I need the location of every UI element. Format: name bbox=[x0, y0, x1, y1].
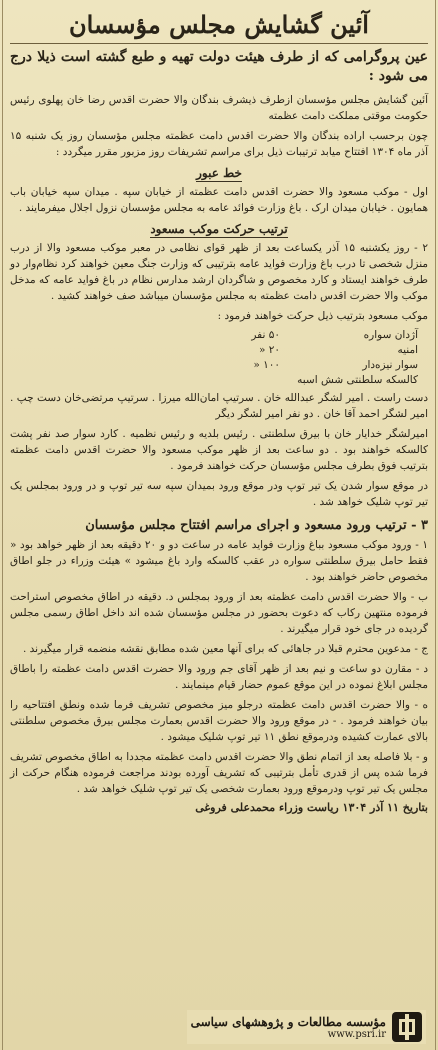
escort-count: ۱۰۰ « bbox=[253, 359, 280, 371]
watermark-url: www.psri.ir bbox=[327, 1028, 386, 1040]
opening-item: ۱ - ورود موکب مسعود بباغ وزارت فواید عامه در ساعت دو و ۲۰ دقیقه بعد از ظهر خواهد بود « فقط حامل بیرق سلطنتی سواره در عقب کالسکه وارد باغ میشود » هیئت وزراء در جلو اطاق مخصوص حاضر خواهند بود . bbox=[10, 539, 428, 583]
signature-line: بتاریخ ۱۱ آذر ۱۳۰۴ ریاست وزراء محمدعلی فروغی bbox=[195, 801, 428, 814]
opening-item: ب - والا حضرت اقدس دامت عظمته بعد از ورود بمجلس د. دقیقه در اطاق مخصوص استراحت فرموده منتهین رکاب که دعوت بحضور در مجلس مؤسسان شده اند داخل اطاق رسمی مجلس گردیده در جای خود قرار میگیرند . bbox=[10, 591, 428, 635]
paragraph-movement-4: امیرلشگر خدایار خان با بیرق سلطنتی . رئیس بلدیه و رئیس نظمیه . کارد سوار صد نفر پشت کالسکه خواهند بود . دو ساعت بعد از ظهر موکب مسعود والا حضرت اقدس دامت عظمته بترتیب فوق بطرف مجلس مؤسسان حرکت خواهند فرمود . bbox=[10, 428, 428, 472]
divider bbox=[10, 43, 428, 44]
paragraph-movement-1: ۲ - روز یکشنبه ۱۵ آذر یکساعت بعد از ظهر قوای نظامی در معبر موکب مسعود والا از درب منزل شخصی تا درب باغ وزارت فواید عامه بترتیبی که وزارت جنگ معین خواهند کرد نظام‌وار دو طرف خواهند ایستاد و کارد مخصوص و شاگردان ارشد مدارس نظام در باغ فواید عامه که مدخل موکب والا حضرت اقدس دامت عظمته به مجلس مؤسسان میباشد صف خواهند کشید . bbox=[10, 242, 428, 302]
watermark-logo bbox=[187, 1010, 426, 1044]
list-item bbox=[50, 343, 418, 358]
opening-item: ج - مدعوین محترم قبلا در جاهائی که برای آنها معین شده مطابق نقشه منضمه قرار میگیرند . bbox=[22, 643, 428, 655]
escort-list bbox=[50, 328, 418, 388]
carriage-line: کالسکه سلطنتی شش اسبه bbox=[297, 374, 418, 386]
list-item bbox=[50, 358, 418, 373]
page-title: آئین گشایش مجلس مؤسسان bbox=[69, 10, 369, 39]
frame-line-left bbox=[2, 0, 3, 1050]
escort-count: ۲۰ « bbox=[258, 344, 280, 356]
frame-line-right bbox=[435, 0, 436, 1050]
list-item bbox=[50, 373, 418, 388]
section-heading-movement bbox=[10, 222, 428, 236]
opening-item: و - بلا فاصله بعد از اتمام نطق والا حضرت اقدس دامت عظمته مجددا به اطاق مخصوص تشریف فرما شده پس از قدری تأمل بترتیبی که تشریف آورده بودند مراجعت فرموده هنگام حرکت از مجلس یک تیر توپ ودرموقع ورود بعمارت شخصی یک تیر توپ شلیک خواهد شد . bbox=[10, 751, 428, 795]
watermark-text bbox=[191, 1015, 386, 1040]
paragraph-movement-5: در موقع سوار شدن یک تیر توپ ودر موقع ورود بمیدان سپه سه تیر توپ و در ورود بمجلس یک تیر توپ شلیک خواهد شد . bbox=[10, 480, 428, 508]
route-heading-text: خط عبور bbox=[196, 166, 242, 180]
section-heading-opening: ۳ - ترتیب ورود مسعود و اجرای مراسم افتتاح مجلس مؤسسان bbox=[85, 518, 428, 533]
escort-name: سوار نیزه‌دار bbox=[362, 359, 418, 371]
opening-item: د - مقارن دو ساعت و نیم بعد از ظهر آقای جم ورود والا حضرت اقدس دامت عظمته را باطاق مجلس ابلاغ نموده در این موقع عموم حضار قیام مینمایند . bbox=[10, 663, 428, 691]
section-heading-route bbox=[10, 166, 428, 180]
list-item bbox=[50, 328, 418, 343]
intro-text: عین پروگرامی که از طرف هیئت دولت تهیه و طبع گشته است ذیلا درج می شود : bbox=[10, 49, 428, 84]
escort-name: امنیه bbox=[397, 344, 418, 356]
paragraph-movement-2: موکب مسعود بترتیب ذیل حرکت خواهند فرمود : bbox=[217, 310, 428, 322]
paragraph-opening-date: چون برحسب اراده بندگان والا حضرت اقدس دامت عظمته مجلس مؤسسان روز یک شنبه ۱۵ آذر ماه ۱۳۰۴ افتتاح میابد ترتیبات ذیل برای مراسم تشریفات روز مزبور مقرر میگردد : bbox=[10, 130, 428, 158]
escort-name: آژدان سواره bbox=[363, 329, 418, 341]
institute-logo-icon bbox=[392, 1012, 422, 1042]
paragraph-route: اول - موکب مسعود والا حضرت اقدس دامت عظمته از خیابان سپه . میدان سپه خیابان باب همایون . خیابان میدان ارک . باغ وزارت فوائد عامه به مجلس مؤسسان نزول اجلال میفرمایند . bbox=[10, 186, 428, 214]
escort-count: ۵۰ نفر bbox=[251, 329, 280, 341]
opening-item: ه - والا حضرت اقدس دامت عظمته درجلو میز مخصوص تشریف فرما شده ونطق افتتاحیه را بیان خواهند فرمود . - در موقع ورود والا حضرت اقدس بعمارت مجلس بیرق مخصوص سلطنتی بالای عمارت کشیده ودرموقع نطق ۱۱ تیر توپ شلیک میشود . bbox=[10, 699, 428, 743]
paragraph-preamble: آئین گشایش مجلس مؤسسان ازطرف ذیشرف بندگان والا حضرت اقدس رضا خان پهلوی رئیس حکومت موقتی مملکت دامت عظمته bbox=[10, 94, 428, 122]
paragraph-movement-3: دست راست . امیر لشگر عبدالله خان . سرتیپ امان‌الله میرزا . سرتیپ مرتضی‌خان دست چپ . امیر لشگر احمد آقا خان . دو نفر امیر لشگر دیگر bbox=[10, 392, 428, 420]
watermark-name: مؤسسه مطالعات و پژوهشهای سیاسی bbox=[190, 1014, 386, 1029]
movement-heading-text: ترتیب حرکت موکب مسعود bbox=[150, 222, 288, 236]
